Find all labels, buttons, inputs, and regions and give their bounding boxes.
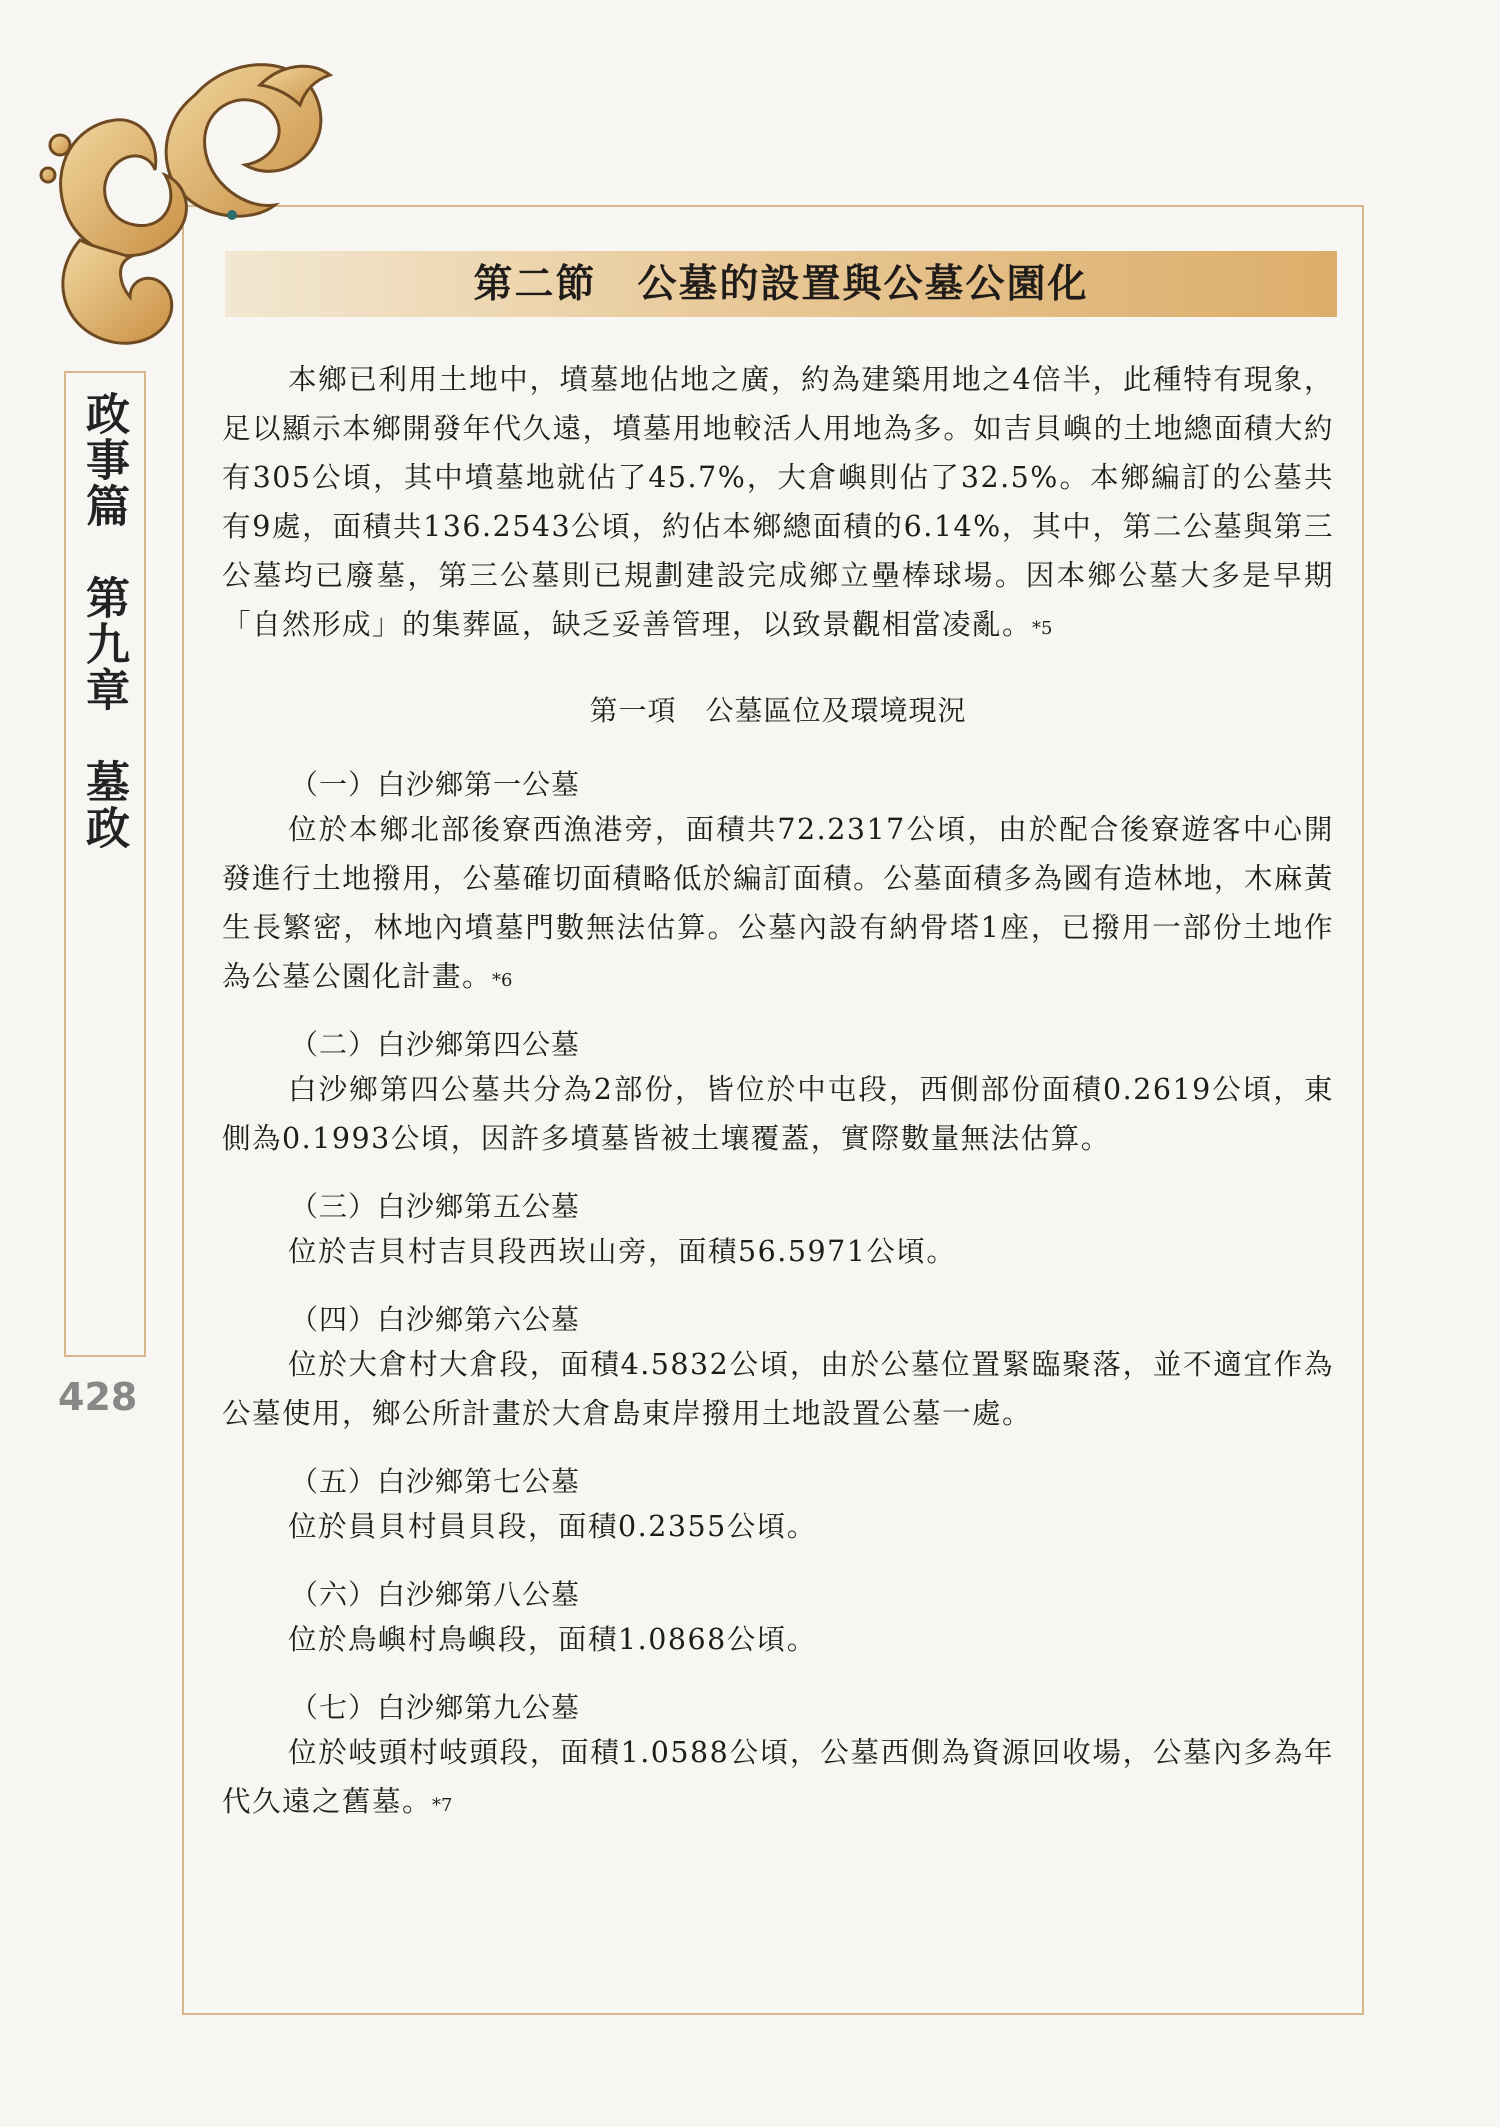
section-title: 第二節 公墓的設置與公墓公園化: [473, 261, 1089, 307]
item-paragraph: [222, 1065, 1334, 1167]
item-text: 位於大倉村大倉段，面積4.5832公頃，由於公墓位置緊臨聚落，並不適宜作為公墓使用，鄉公所計畫於大倉島東岸撥用土地設置公墓一處。: [222, 1348, 1334, 1430]
chapter-side-label: [64, 371, 146, 1357]
item-paragraph: [222, 1227, 1334, 1280]
item-heading: （四）白沙鄉第六公墓: [290, 1303, 581, 1336]
item-paragraph: [222, 1728, 1334, 1830]
item-heading: （六）白沙鄉第八公墓: [290, 1578, 581, 1611]
footnote-marker: *7: [432, 1795, 453, 1816]
item-text: 白沙鄉第四公墓共分為2部份，皆位於中屯段，西側部份面積0.2619公頃，東側為0.1993公頃，因許多墳墓皆被土壤覆蓋，實際數量無法估算。: [222, 1073, 1334, 1155]
side-label-text: 政事篇 第九章 墓政: [78, 391, 129, 851]
item-text: 位於本鄉北部後寮西漁港旁，面積共72.2317公頃，由於配合後寮遊客中心開發進行土地撥用，公墓確切面積略低於編訂面積。公墓面積多為國有造林地，木麻黃生長繁密，林地內墳墓門數無法估算。公墓內設有納骨塔1座，已撥用一部份土地作為公墓公園化計畫。: [222, 813, 1334, 993]
main-content: [222, 355, 1334, 1830]
section-title-bar: [225, 251, 1337, 317]
item-paragraph: [222, 1502, 1334, 1555]
footnote-marker: *6: [492, 970, 513, 991]
footnote-marker: *5: [1032, 618, 1053, 639]
page-number: 428: [58, 1375, 138, 1419]
item-heading: （三）白沙鄉第五公墓: [290, 1190, 581, 1223]
item-heading: （一）白沙鄉第一公墓: [290, 768, 581, 801]
intro-paragraph: [222, 355, 1334, 653]
item-heading: （七）白沙鄉第九公墓: [290, 1691, 581, 1724]
item-text: 位於岐頭村岐頭段，面積1.0588公頃，公墓西側為資源回收場，公墓內多為年代久遠之舊墓。: [222, 1736, 1334, 1818]
item-text: 位於員貝村員貝段，面積0.2355公頃。: [288, 1510, 817, 1543]
subsection-title: 第一項 公墓區位及環境現況: [589, 694, 967, 727]
item-heading: （五）白沙鄉第七公墓: [290, 1465, 581, 1498]
item-text: 位於吉貝村吉貝段西崁山旁，面積56.5971公頃。: [288, 1235, 957, 1268]
item-text: 位於鳥嶼村鳥嶼段，面積1.0868公頃。: [288, 1623, 817, 1656]
item-paragraph: [222, 1340, 1334, 1442]
item-heading: （二）白沙鄉第四公墓: [290, 1028, 581, 1061]
item-paragraph: [222, 805, 1334, 1005]
item-paragraph: [222, 1615, 1334, 1668]
intro-text: 本鄉已利用土地中，墳墓地佔地之廣，約為建築用地之4倍半，此種特有現象，足以顯示本鄉開發年代久遠，墳墓用地較活人用地為多。如吉貝嶼的土地總面積大約有305公頃，其中墳墓地就佔了45.7%，大倉嶼則佔了32.5%。本鄉編訂的公墓共有9處，面積共136.2543公頃，約佔本鄉總面積的6.14%，其中，第二公墓與第三公墓均已廢墓，第三公墓則已規劃建設完成鄉立壘棒球場。因本鄉公墓大多是早期「自然形成」的集葬區，缺乏妥善管理，以致景觀相當凌亂。: [222, 363, 1334, 641]
